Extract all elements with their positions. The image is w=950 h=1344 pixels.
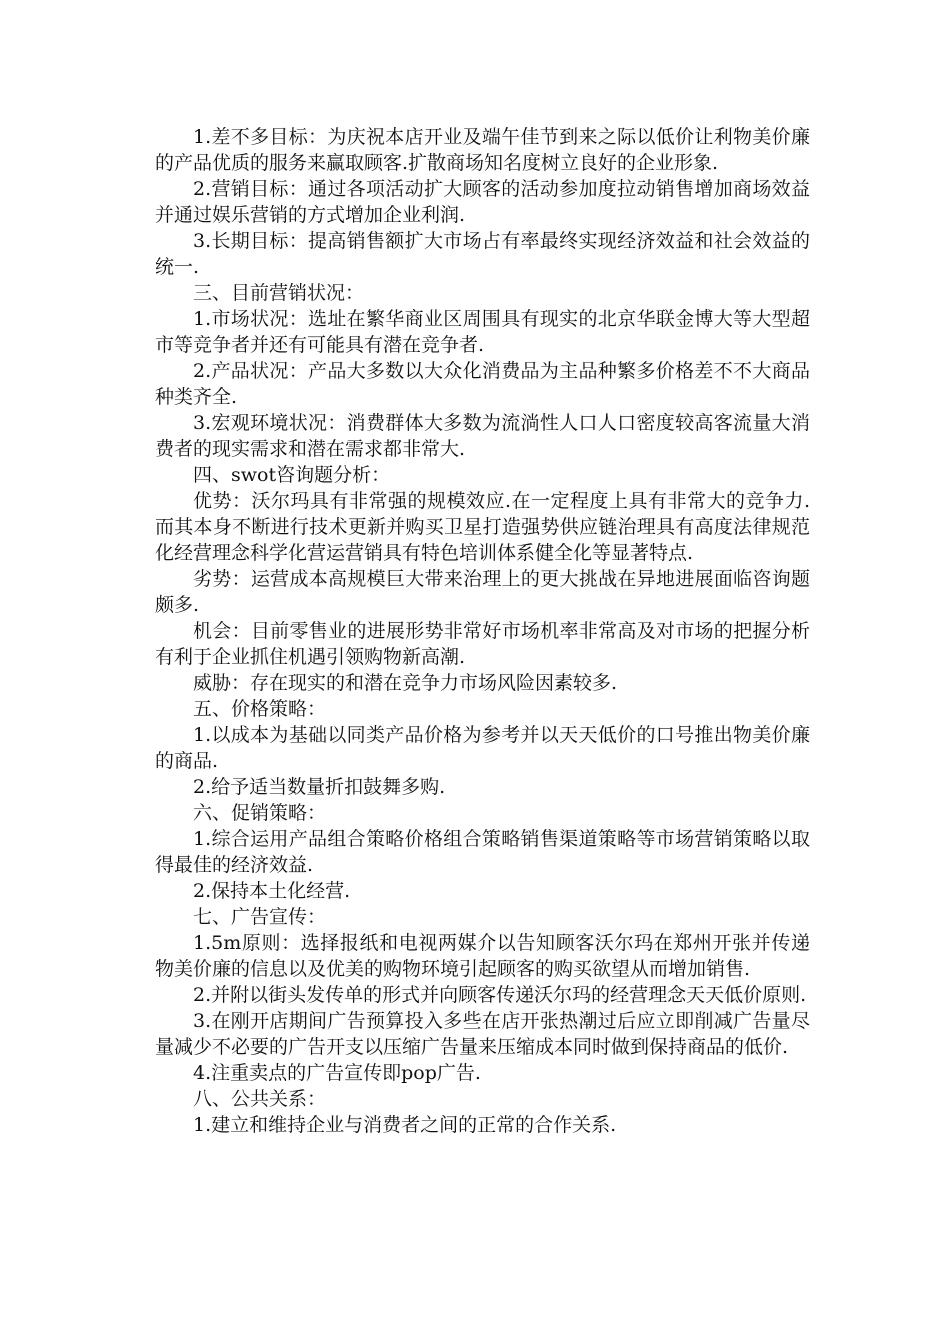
paragraph-public-relations-1: 1.建立和维持企业与消费者之间的正常的合作关系.	[193, 1114, 617, 1136]
paragraph-advertising-3: 3.在刚开店期间广告预算投入多些在店开张热潮过后应立即削减广告量尽量减少不必要的广告开支以压缩广告量来压缩成本同时做到保持商品的低价.	[155, 1010, 810, 1058]
paragraph-promotion-1: 1.综合运用产品组合策略价格组合策略销售渠道策略等市场营销策略以取得最佳的经济效益.	[155, 828, 810, 876]
paragraph-goal-long-term: 3.长期目标：提高销售额扩大市场占有率最终实现经济效益和社会效益的统一.	[155, 230, 810, 278]
paragraph-strengths: 优势：沃尔玛具有非常强的规模效应.在一定程度上具有非常大的竞争力.而其本身不断进行技术更新并购买卫星打造强势供应链治理具有高度法律规范化经营理念科学化营运营销具有特色培训体系健全化等显著特点.	[155, 490, 810, 564]
paragraph-advertising-4: 4.注重卖点的广告宣传即pop广告.	[193, 1062, 481, 1084]
section-heading-pricing: 五、价格策略：	[193, 698, 327, 720]
paragraph-threats: 威胁：存在现实的和潜在竞争力市场风险因素较多.	[193, 672, 618, 694]
paragraph-weaknesses: 劣势：运营成本高规模巨大带来治理上的更大挑战在异地进展面临咨询题颇多.	[155, 568, 810, 616]
document-body	[155, 124, 810, 1138]
section-heading-public-relations: 八、公共关系：	[193, 1088, 327, 1110]
section-heading-advertising: 七、广告宣传：	[193, 906, 327, 928]
paragraph-product-status: 2.产品状况：产品大多数以大众化消费品为主品种繁多价格差不不大商品种类齐全.	[155, 360, 810, 408]
paragraph-promotion-2: 2.保持本土化经营.	[193, 880, 351, 902]
paragraph-macro-environment: 3.宏观环境状况：消费群体大多数为流淌性人口人口密度较高客流量大消费者的现实需求和潜在需求都非常大.	[155, 412, 810, 460]
section-heading-swot: 四、swot咨询题分析：	[193, 464, 391, 486]
paragraph-pricing-2: 2.给予适当数量折扣鼓舞多购.	[193, 776, 446, 798]
paragraph-market-status: 1.市场状况：选址在繁华商业区周围具有现实的北京华联金博大等大型超市等竞争者并还有可能具有潜在竞争者.	[155, 308, 810, 356]
paragraph-goal-marketing: 2.营销目标：通过各项活动扩大顾客的活动参加度拉动销售增加商场效益并通过娱乐营销的方式增加企业利润.	[155, 178, 810, 226]
section-heading-promotion: 六、促销策略：	[193, 802, 327, 824]
paragraph-opportunities: 机会：目前零售业的进展形势非常好市场机率非常高及对市场的把握分析有利于企业抓住机遇引领购物新高潮.	[155, 620, 810, 668]
paragraph-advertising-1: 1.5m原则：选择报纸和电视两媒介以告知顾客沃尔玛在郑州开张并传递物美价廉的信息以及优美的购物环境引起顾客的购买欲望从而增加销售.	[155, 932, 810, 980]
paragraph-advertising-2: 2.并附以街头发传单的形式并向顾客传递沃尔玛的经营理念天天低价原则.	[193, 984, 807, 1006]
paragraph-pricing-1: 1.以成本为基础以同类产品价格为参考并以天天低价的口号推出物美价廉的商品.	[155, 724, 810, 772]
paragraph-goal-basic: 1.差不多目标：为庆祝本店开业及端午佳节到来之际以低价让利物美价廉的产品优质的服务来赢取顾客.扩散商场知名度树立良好的企业形象.	[155, 126, 810, 174]
section-heading-marketing-status: 三、目前营销状况：	[193, 282, 365, 304]
